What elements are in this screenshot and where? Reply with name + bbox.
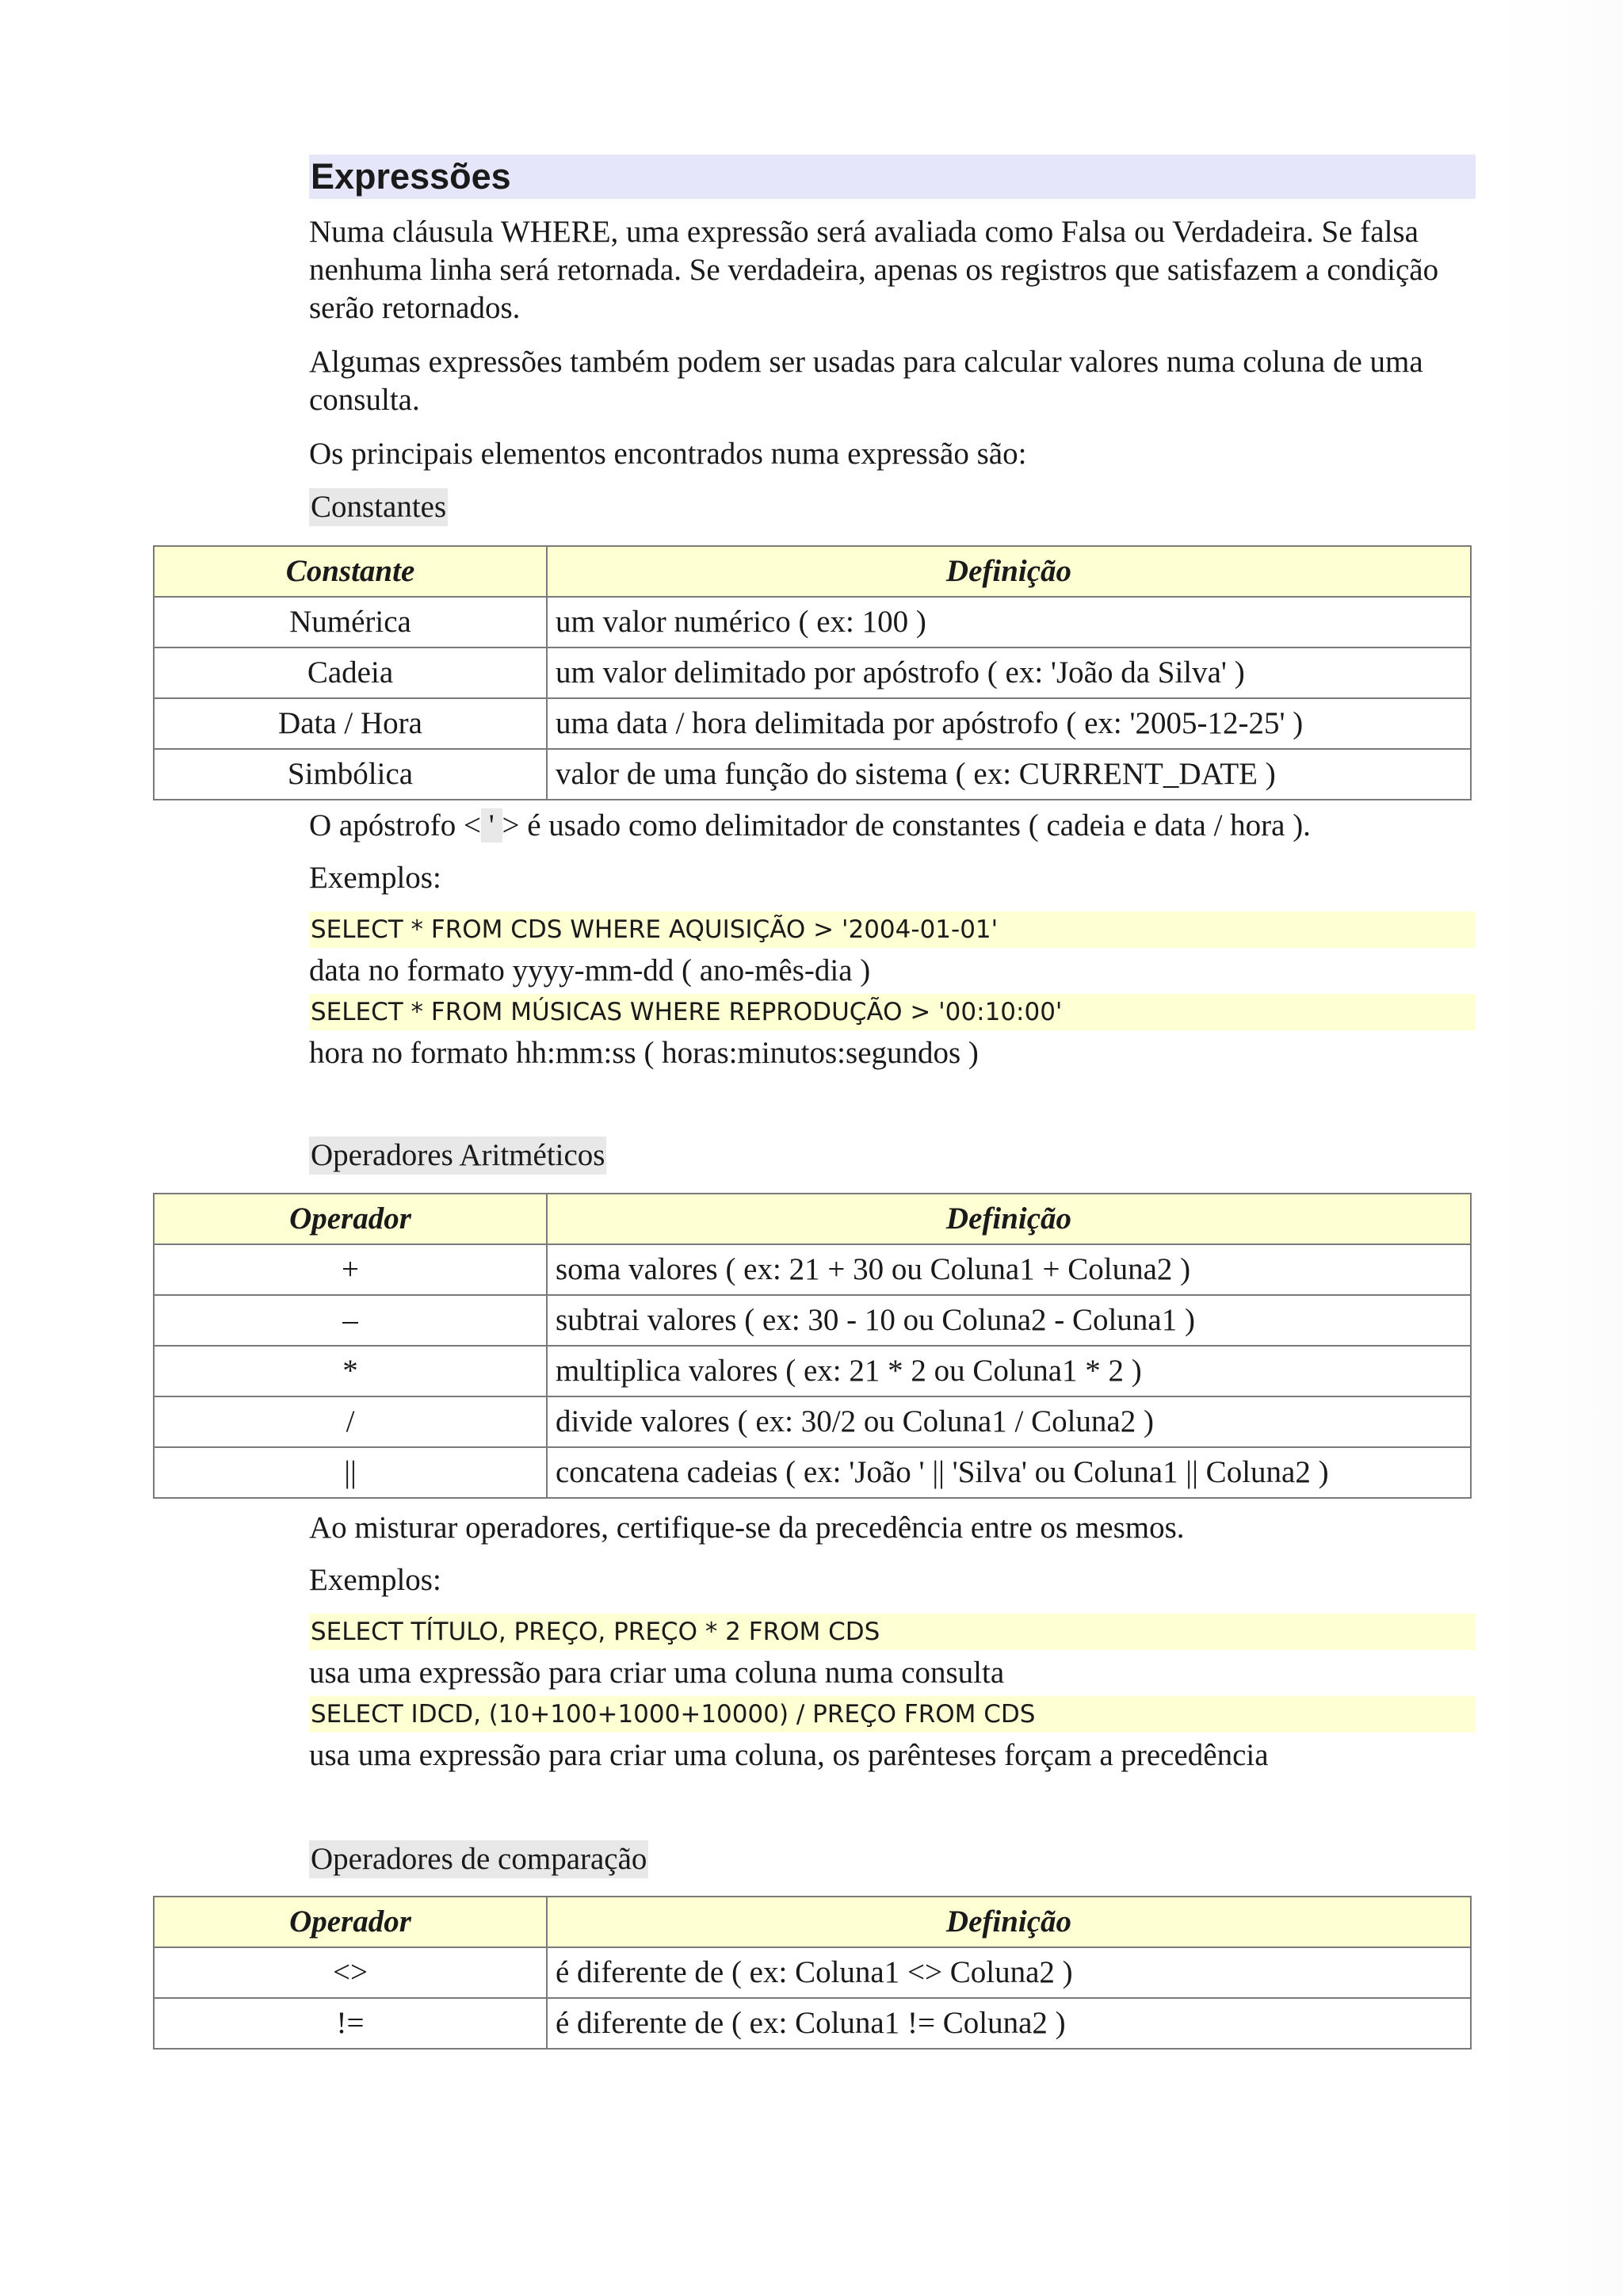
table-header-cell: Operador: [154, 1897, 547, 1947]
table-header-cell: Constante: [154, 546, 547, 597]
table-row: [154, 749, 1471, 800]
intro-paragraph-1: Numa cláusula WHERE, uma expressão será avaliada como Falsa ou Verdadeira. Se falsa nenhuma linha será retornada. Se verdadeira, apenas os registros que satisfazem a condição serão retornados.: [309, 215, 1439, 325]
table-cell: !=: [154, 1998, 547, 2049]
example-description: usa uma expressão para criar uma coluna, os parênteses forçam a precedência: [309, 1738, 1269, 1772]
apostrophe-mark: ': [480, 808, 502, 842]
arithmetic-subhead: Operadores Aritméticos: [309, 1137, 606, 1175]
section-title: Expressões: [309, 155, 1476, 199]
table-cell: soma valores ( ex: 21 + 30 ou Coluna1 + Coluna2 ): [547, 1244, 1471, 1295]
table-cell: +: [154, 1244, 547, 1295]
table-cell: Numérica: [154, 597, 547, 648]
table-row: [154, 648, 1471, 698]
table-header-cell: Definição: [547, 1194, 1471, 1244]
example-description: data no formato yyyy-mm-dd ( ano-mês-dia ): [309, 953, 871, 988]
code-example: SELECT * FROM MÚSICAS WHERE REPRODUÇÃO > '00:10:00': [309, 994, 1476, 1030]
constants-table: [153, 545, 1472, 800]
table-row: [154, 1295, 1471, 1346]
table-cell: /: [154, 1396, 547, 1447]
constants-notes: [309, 807, 1476, 1076]
table-cell: <>: [154, 1947, 547, 1998]
arithmetic-notes: [309, 1509, 1476, 1778]
table-row: [154, 1998, 1471, 2049]
table-header-cell: Definição: [547, 546, 1471, 597]
example-description: usa uma expressão para criar uma coluna numa consulta: [309, 1656, 1005, 1690]
arithmetic-subhead-wrap: [309, 1137, 1476, 1175]
table-row: [154, 1396, 1471, 1447]
table-cell: ||: [154, 1447, 547, 1498]
table-cell: um valor delimitado por apóstrofo ( ex: 'João da Silva' ): [547, 648, 1471, 698]
examples-label: Exemplos:: [309, 861, 441, 895]
constants-subhead: Constantes: [309, 488, 448, 526]
table-cell: é diferente de ( ex: Coluna1 <> Coluna2 ): [547, 1947, 1471, 1998]
page-edge-shade: [1496, 0, 1623, 2296]
table-header-row: [154, 1194, 1471, 1244]
table-cell: multiplica valores ( ex: 21 * 2 ou Coluna1 * 2 ): [547, 1346, 1471, 1396]
constants-subhead-wrap: [309, 488, 1476, 526]
table-cell: um valor numérico ( ex: 100 ): [547, 597, 1471, 648]
table-header-row: [154, 1897, 1471, 1947]
examples-label: Exemplos:: [309, 1563, 441, 1597]
table-row: [154, 1244, 1471, 1295]
comparison-subhead-wrap: [309, 1840, 1476, 1878]
table-cell: –: [154, 1295, 547, 1346]
table-header-cell: Operador: [154, 1194, 547, 1244]
table-cell: valor de uma função do sistema ( ex: CURRENT_DATE ): [547, 749, 1471, 800]
table-cell: Simbólica: [154, 749, 547, 800]
table-cell: *: [154, 1346, 547, 1396]
precedence-note: Ao misturar operadores, certifique-se da precedência entre os mesmos.: [309, 1511, 1185, 1545]
comparison-table: [153, 1896, 1472, 2050]
intro-paragraph-3: Os principais elementos encontrados numa expressão são:: [309, 437, 1027, 471]
table-cell: subtrai valores ( ex: 30 - 10 ou Coluna2 - Coluna1 ): [547, 1295, 1471, 1346]
table-row: [154, 1346, 1471, 1396]
table-row: [154, 1447, 1471, 1498]
comparison-subhead: Operadores de comparação: [309, 1840, 648, 1878]
table-cell: concatena cadeias ( ex: 'João ' || 'Silva' ou Coluna1 || Coluna2 ): [547, 1447, 1471, 1498]
arithmetic-table: [153, 1193, 1472, 1499]
table-cell: Cadeia: [154, 648, 547, 698]
document-body: [309, 155, 1476, 489]
table-header-cell: Definição: [547, 1897, 1471, 1947]
code-example: SELECT TÍTULO, PREÇO, PREÇO * 2 FROM CDS: [309, 1614, 1476, 1650]
table-row: [154, 1947, 1471, 1998]
table-cell: divide valores ( ex: 30/2 ou Coluna1 / Coluna2 ): [547, 1396, 1471, 1447]
intro-paragraph-2: Algumas expressões também podem ser usadas para calcular valores numa coluna de uma consulta.: [309, 345, 1423, 417]
table-cell: uma data / hora delimitada por apóstrofo ( ex: '2005-12-25' ): [547, 698, 1471, 749]
table-row: [154, 698, 1471, 749]
table-cell: é diferente de ( ex: Coluna1 != Coluna2 ): [547, 1998, 1471, 2049]
table-cell: Data / Hora: [154, 698, 547, 749]
code-example: SELECT IDCD, (10+100+1000+10000) / PREÇO FROM CDS: [309, 1696, 1476, 1733]
example-description: hora no formato hh:mm:ss ( horas:minutos:segundos ): [309, 1036, 979, 1070]
code-example: SELECT * FROM CDS WHERE AQUISIÇÃO > '2004-01-01': [309, 911, 1476, 948]
table-header-row: [154, 546, 1471, 597]
table-row: [154, 597, 1471, 648]
apostrophe-note: O apóstrofo < ' > é usado como delimitador de constantes ( cadeia e data / hora ).: [309, 808, 1311, 842]
